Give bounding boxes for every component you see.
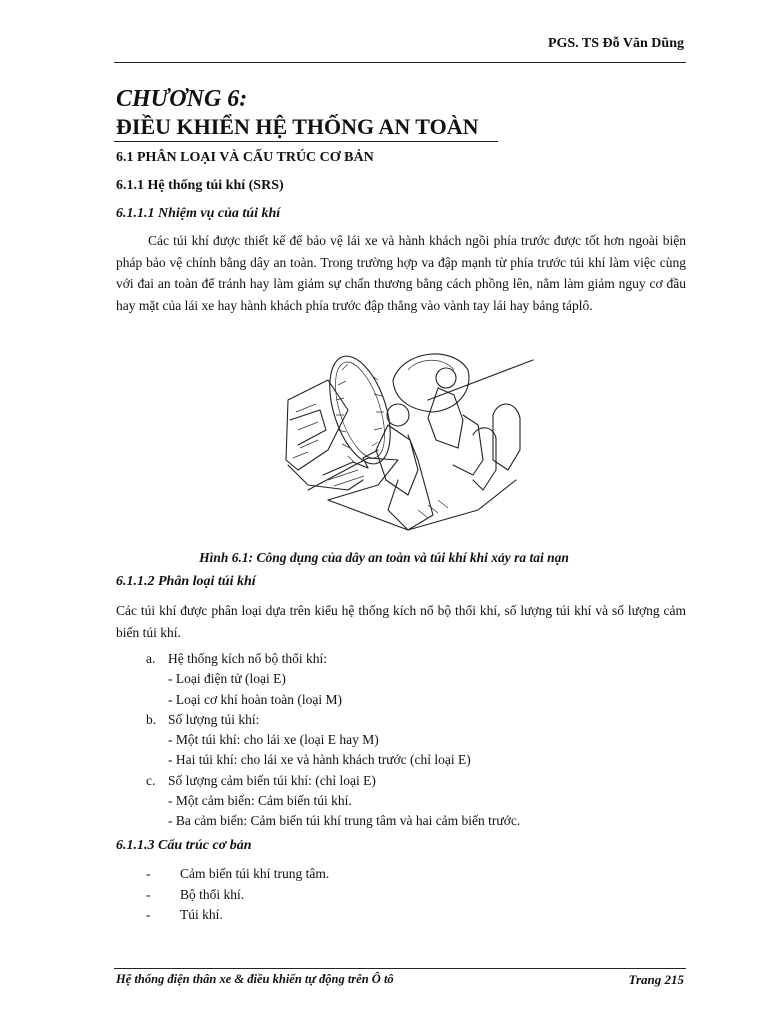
- list-group-title: Hệ thống kích nổ bộ thổi khí:: [168, 651, 327, 666]
- airbag-line-drawing: [268, 340, 536, 540]
- list-group-a: [146, 649, 686, 669]
- section-6-1-heading: 6.1 PHÂN LOẠI VÀ CẤU TRÚC CƠ BẢN: [116, 150, 374, 165]
- list-group-title: Số lượng túi khí:: [168, 711, 260, 727]
- figure-airbag-illustration: [268, 340, 536, 540]
- footer-rule: [114, 968, 686, 969]
- section-6-1-1-3-heading: 6.1.1.3 Cấu trúc cơ bản: [116, 838, 252, 853]
- list-item: - Túi khí.: [146, 907, 223, 922]
- list-marker: b.: [146, 711, 157, 727]
- structure-list: [146, 864, 686, 926]
- airbag-purpose-paragraph: [116, 230, 686, 316]
- list-item: - Loại điện tử (loại E): [168, 671, 286, 687]
- chapter-title-underline: [114, 141, 498, 142]
- figure-caption: Hình 6.1: Công dụng của dây an toàn và túi khí khi xảy ra tai nạn: [199, 550, 569, 565]
- chapter-title: ĐIỀU KHIỂN HỆ THỐNG AN TOÀN: [116, 114, 479, 139]
- paragraph-text: Các túi khí được thiết kế để bảo vệ lái xe và hành khách ngồi phía trước được tốt hơn ngoài biện pháp bảo vệ chính bằng dây an toàn. Trong trường hợp va đập mạnh từ phía trước túi khí làm việc cùng với đai an toàn để tránh hay làm giảm sự chấn thương bằng cách phồng lên, nằm làm giảm nguy cơ đầu hay mặt của lái xe hay hành khách phía trước đập thẳng vào vành tay lái hay bảng táplô.: [116, 233, 686, 313]
- list-item: - Ba cảm biến: Cảm biến túi khí trung tâm và hai cảm biến trước.: [168, 813, 521, 829]
- list-item: - Một túi khí: cho lái xe (loại E hay M): [168, 732, 379, 748]
- header-rule: [114, 62, 686, 63]
- classification-list: [146, 649, 686, 832]
- list-group-c: [146, 771, 686, 791]
- chapter-number: CHƯƠNG 6:: [116, 86, 248, 112]
- list-marker: a.: [146, 651, 156, 666]
- list-group-title: Số lượng cảm biến túi khí: (chỉ loại E): [168, 772, 376, 788]
- list-item: - Hai túi khí: cho lái xe và hành khách trước (chỉ loại E): [168, 752, 471, 768]
- list-item: - Cảm biến túi khí trung tâm.: [146, 866, 330, 881]
- list-marker: c.: [146, 772, 156, 788]
- list-group-b: [146, 710, 686, 730]
- list-item: - Một cảm biến: Cảm biến túi khí.: [168, 793, 352, 809]
- section-6-1-1-heading: 6.1.1 Hệ thống túi khí (SRS): [116, 178, 284, 193]
- section-6-1-1-2-heading: 6.1.1.2 Phân loại túi khí: [116, 574, 256, 589]
- classification-intro-text: Các túi khí được phân loại dựa trên kiểu hệ thống kích nổ bộ thổi khí, số lượng túi khí và số lượng cảm biến túi khí.: [116, 603, 686, 640]
- list-item: - Loại cơ khí hoàn toàn (loại M): [168, 691, 342, 707]
- header-author: PGS. TS Đỗ Văn Dũng: [547, 36, 684, 51]
- section-6-1-1-1-heading: 6.1.1.1 Nhiệm vụ của túi khí: [116, 206, 281, 221]
- footer-page-number: Trang 215: [628, 972, 684, 987]
- classification-intro: [116, 600, 686, 643]
- footer-book-title: Hệ thống điện thân xe & điều khiển tự động trên Ô tô: [116, 972, 394, 986]
- list-item: - Bộ thổi khí.: [146, 886, 245, 902]
